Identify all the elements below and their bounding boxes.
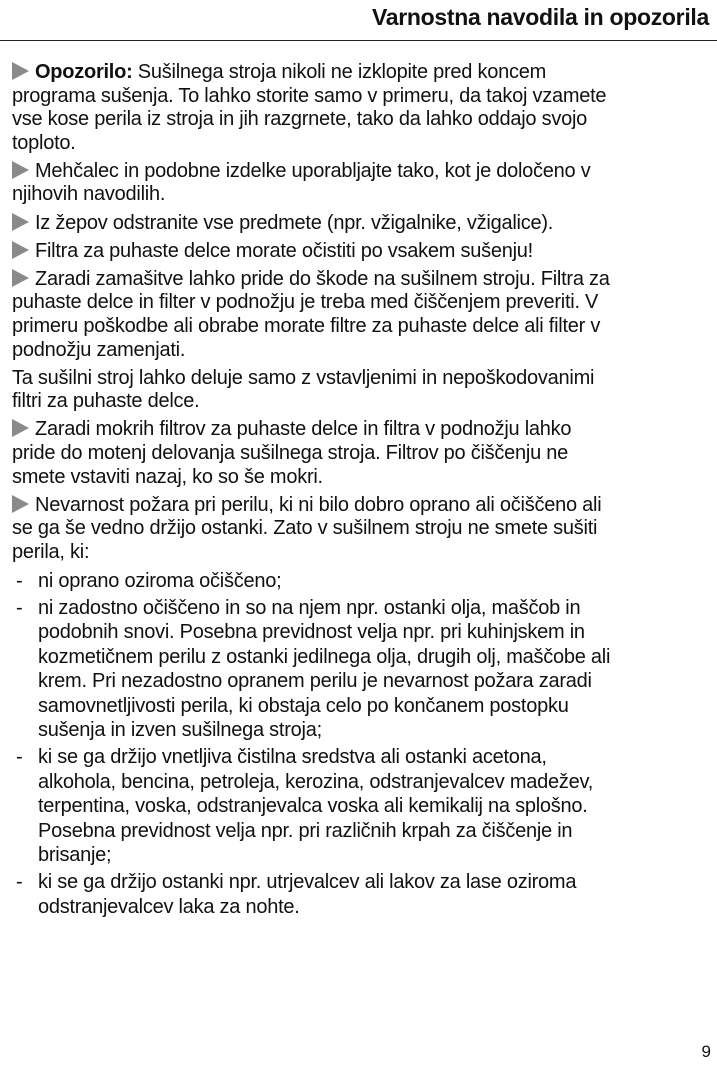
text-line xyxy=(12,466,712,490)
text-line xyxy=(12,315,712,339)
text-line xyxy=(12,442,712,466)
text-line: ni oprano oziroma očiščeno; xyxy=(38,569,282,592)
line-text: puhaste delce in filter v podnožju je treba med čiščenjem preveriti. V xyxy=(12,291,599,314)
text-line xyxy=(12,108,712,132)
text-line xyxy=(12,541,712,565)
text-line xyxy=(12,61,712,85)
text-line: podobnih snovi. Posebna previdnost velja npr. pri kuhinjskem in xyxy=(38,621,585,644)
text-line: Posebna previdnost velja npr. pri različnih krpah za čiščenje in xyxy=(38,819,573,842)
text-line: brisanje; xyxy=(38,844,112,867)
triangle-bullet-icon xyxy=(12,161,29,179)
line-text: podnožju zamenjati. xyxy=(12,338,186,361)
triangle-bullet-icon xyxy=(12,241,29,259)
dash-list xyxy=(12,569,712,920)
text-line xyxy=(12,418,712,442)
text-line xyxy=(12,367,712,391)
line-text: smete vstaviti nazaj, ko so še mokri. xyxy=(12,465,323,488)
line-text: perila, ki: xyxy=(12,540,90,563)
warning-paragraph xyxy=(12,212,712,236)
line-text: njihovih navodilih. xyxy=(12,183,166,206)
dash-bullet: - xyxy=(16,746,23,769)
page-number: 9 xyxy=(701,1042,711,1061)
text-line: alkohola, bencina, petroleja, kerozina, odstranjevalcev madežev, xyxy=(38,770,594,793)
text-line xyxy=(12,339,712,363)
line-text: Ta sušilni stroj lahko deluje samo z vstavljenimi in nepoškodovanimi xyxy=(12,366,595,389)
line-text: Zaradi mokrih filtrov za puhaste delce in filtra v podnožju lahko xyxy=(35,418,572,441)
text-line xyxy=(12,494,712,518)
list-item xyxy=(12,569,712,594)
triangle-bullet-icon xyxy=(12,62,29,80)
line-text: primeru poškodbe ali obrabe morate filtre za puhaste delce ali filter v xyxy=(12,314,601,337)
warning-paragraph xyxy=(12,160,712,207)
text-line xyxy=(12,183,712,207)
triangle-bullet-icon xyxy=(12,213,29,231)
text-line xyxy=(12,291,712,315)
text-line xyxy=(12,160,712,184)
text-line: krem. Pri nezadostno opranem perilu je nevarnost požara zaradi xyxy=(38,670,592,693)
line-text: filtri za puhaste delce. xyxy=(12,390,200,413)
line-text: Zaradi zamašitve lahko pride do škode na sušilnem stroju. Filtra za xyxy=(35,267,610,290)
text-line xyxy=(12,212,712,236)
triangle-bullet-icon xyxy=(12,419,29,437)
text-line: ki se ga držijo ostanki npr. utrjevalcev ali lakov za lase oziroma xyxy=(38,871,577,894)
warning-paragraph xyxy=(12,367,712,414)
text-line: terpentina, voska, odstranjevalca voska ali kemikalij na splošno. xyxy=(38,795,588,818)
warning-paragraph xyxy=(12,240,712,264)
text-line xyxy=(12,517,712,541)
warning-paragraph xyxy=(12,494,712,565)
document-body xyxy=(12,61,712,922)
list-item xyxy=(12,870,712,919)
warning-paragraph xyxy=(12,268,712,362)
warning-label: Opozorilo: xyxy=(35,61,133,83)
text-line xyxy=(12,268,712,292)
line-text: Sušilnega stroja nikoli ne izklopite pred koncem xyxy=(132,61,547,83)
text-line: samovnetljivosti perila, ki obstaja celo po končanem postopku xyxy=(38,694,569,717)
line-text: pride do motenj delovanja sušilnega stroja. Filtrov po čiščenju ne xyxy=(12,441,569,464)
text-line xyxy=(12,390,712,414)
text-line: kozmetičnem perilu z ostanki jedilnega olja, drugih olj, maščobe ali xyxy=(38,645,611,668)
text-line: odstranjevalcev laka za nohte. xyxy=(38,895,300,918)
dash-bullet: - xyxy=(16,569,23,592)
text-line xyxy=(12,132,712,156)
line-text: programa sušenja. To lahko storite samo v primeru, da takoj vzamete xyxy=(12,84,607,107)
list-item xyxy=(12,745,712,868)
line-text: Nevarnost požara pri perilu, ki ni bilo dobro oprano ali očiščeno ali xyxy=(35,493,602,516)
triangle-bullet-icon xyxy=(12,269,29,287)
line-text: toploto. xyxy=(12,131,76,154)
section-title: Varnostna navodila in opozorila xyxy=(371,4,709,30)
dash-bullet: - xyxy=(16,871,23,894)
text-line xyxy=(12,85,712,109)
line-text: Iz žepov odstranite vse predmete (npr. vžigalnike, vžigalice). xyxy=(35,211,554,234)
text-line: ni zadostno očiščeno in so na njem npr. ostanki olja, maščob in xyxy=(38,596,581,619)
text-line xyxy=(12,240,712,264)
line-text: Mehčalec in podobne izdelke uporabljajte tako, kot je določeno v xyxy=(35,159,591,182)
line-text: vse kose perila iz stroja in jih razgrnete, tako da lahko oddajo svojo xyxy=(12,108,588,131)
header-divider xyxy=(0,40,717,41)
text-line: sušenja in izven sušilnega stroja; xyxy=(38,719,322,742)
text-line: ki se ga držijo vnetljiva čistilna sredstva ali ostanki acetona, xyxy=(38,746,547,769)
warning-paragraph xyxy=(12,61,712,155)
line-text: se ga še vedno držijo ostanki. Zato v sušilnem stroju ne smete sušiti xyxy=(12,517,598,540)
dash-bullet: - xyxy=(16,596,23,619)
warning-paragraph xyxy=(12,418,712,489)
line-text: Filtra za puhaste delce morate očistiti po vsakem sušenju! xyxy=(35,239,533,262)
list-item xyxy=(12,596,712,743)
triangle-bullet-icon xyxy=(12,495,29,513)
